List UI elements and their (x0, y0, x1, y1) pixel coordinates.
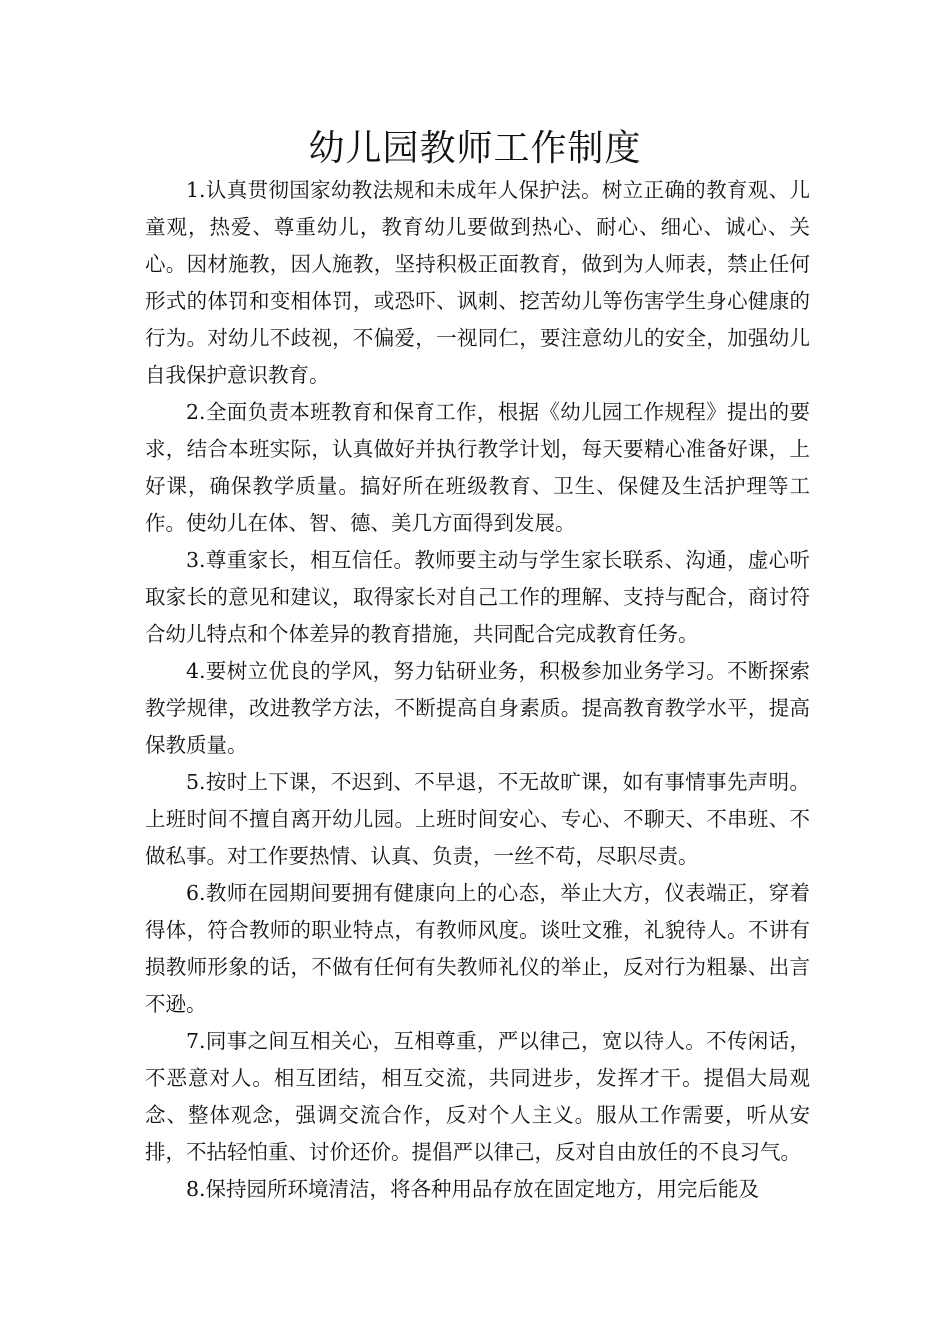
paragraph-8: 8.保持园所环境清洁，将各种用品存放在固定地方，用完后能及 (186, 1177, 760, 1201)
paragraph-6: 6.教师在园期间要拥有健康向上的心态，举止大方，仪表端正，穿着得体，符合教师的职业特点，有教师风度。谈吐文雅，礼貌待人。不讲有损教师形象的话，不做有任何有失教师礼仪的举止，反对行为粗暴、出言不逊。 (145, 881, 810, 1016)
paragraph-1: 1.认真贯彻国家幼教法规和未成年人保护法。树立正确的教育观、儿童观，热爱、尊重幼儿，教育幼儿要做到热心、耐心、细心、诚心、关心。因材施教，因人施教，坚持积极正面教育，做到为人师表，禁止任何形式的体罚和变相体罚，或恐吓、讽刺、挖苦幼儿等伤害学生身心健康的行为。对幼儿不歧视，不偏爱，一视同仁，要注意幼儿的安全，加强幼儿自我保护意识教育。 (145, 178, 810, 387)
paragraph-2: 2.全面负责本班教育和保育工作，根据《幼儿园工作规程》提出的要求，结合本班实际，认真做好并执行教学计划，每天要精心准备好课，上好课，确保教学质量。搞好所在班级教育、卫生、保健及生活护理等工作。使幼儿在体、智、德、美几方面得到发展。 (145, 400, 810, 535)
paragraph-4: 4.要树立优良的学风，努力钻研业务，积极参加业务学习。不断探索教学规律，改进教学方法，不断提高自身素质。提高教育教学水平，提高保教质量。 (145, 659, 810, 757)
document-body (145, 172, 810, 1208)
paragraph-5: 5.按时上下课，不迟到、不早退，不无故旷课，如有事情事先声明。上班时间不擅自离开幼儿园。上班时间安心、专心、不聊天、不串班、不做私事。对工作要热情、认真、负责，一丝不苟，尽职尽责。 (145, 770, 810, 868)
paragraph-3: 3.尊重家长，相互信任。教师要主动与学生家长联系、沟通，虚心听取家长的意见和建议，取得家长对自己工作的理解、支持与配合，商讨符合幼儿特点和个体差异的教育措施，共同配合完成教育任务。 (145, 548, 810, 646)
paragraph-7: 7.同事之间互相关心，互相尊重，严以律己，宽以待人。不传闲话，不恶意对人。相互团结，相互交流，共同进步，发挥才干。提倡大局观念、整体观念，强调交流合作，反对个人主义。服从工作需要，听从安排，不拈轻怕重、讨价还价。提倡严以律己，反对自由放任的不良习气。 (145, 1029, 810, 1164)
page-title: 幼儿园教师工作制度 (308, 128, 642, 169)
